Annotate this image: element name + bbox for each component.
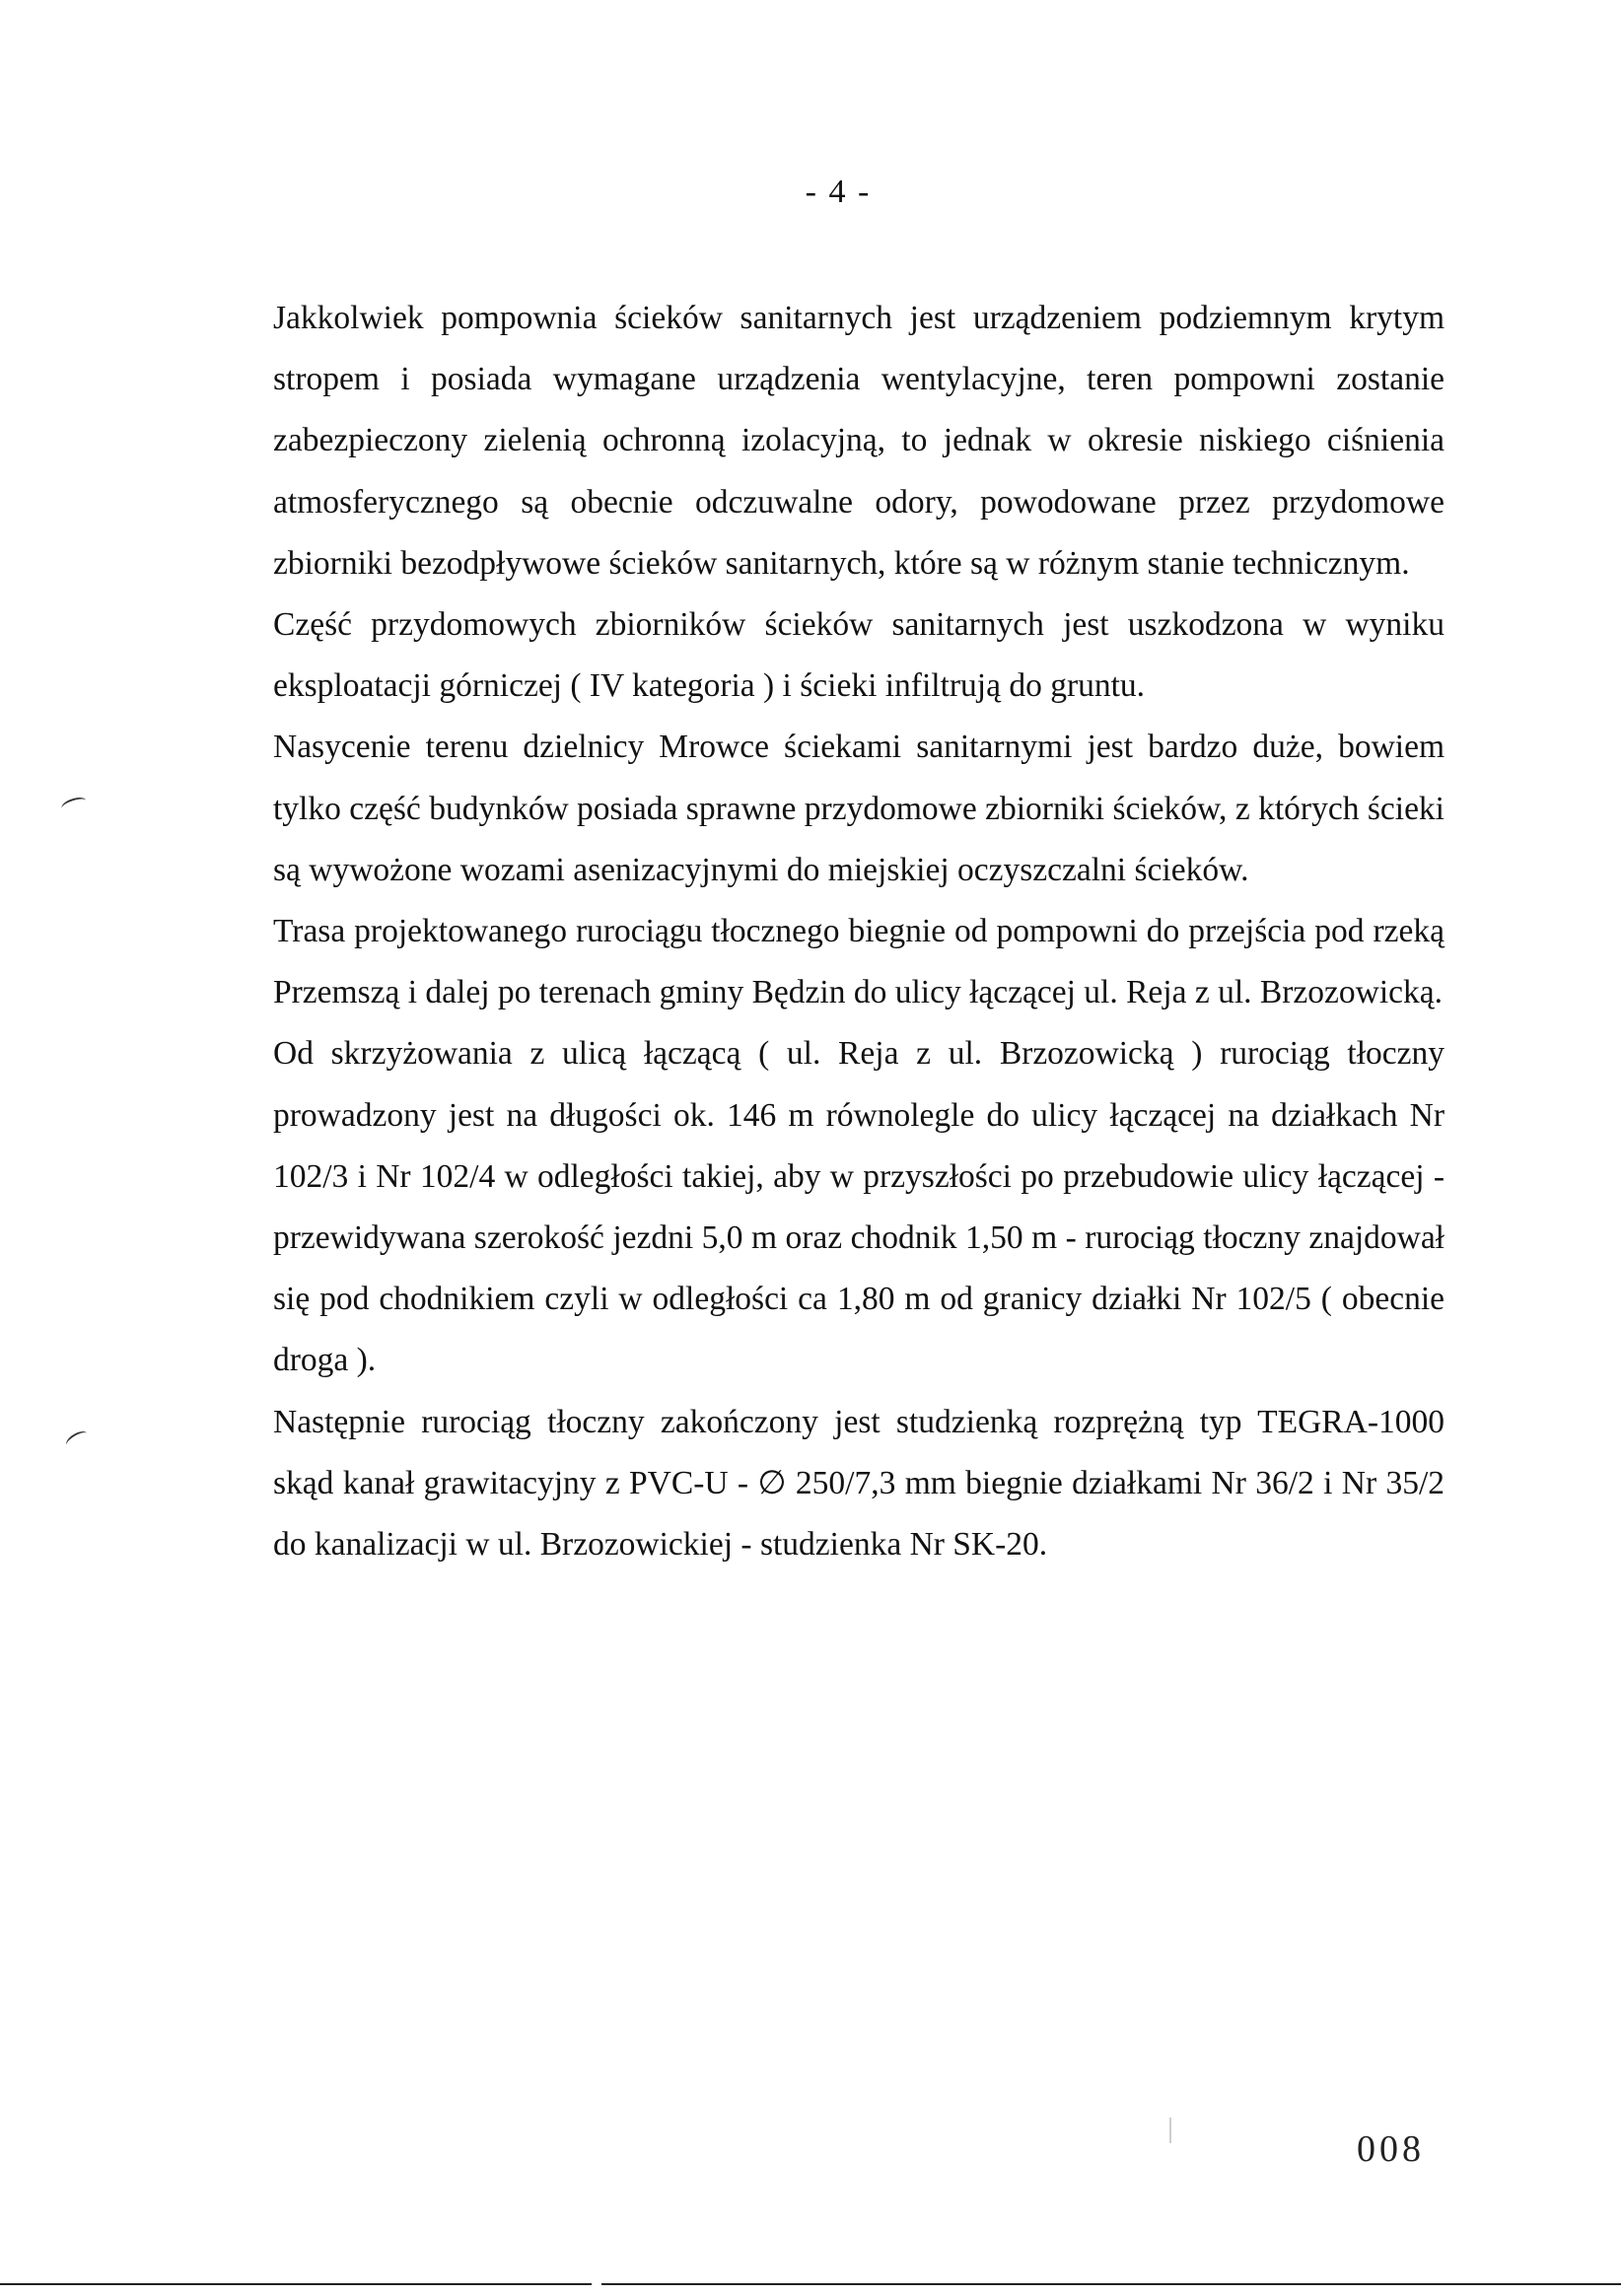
- paragraph-damaged-tanks: Część przydomowych zbiorników ścieków sanitarnych jest uszkodzona w wyniku eksploatacji górniczej ( IV kategoria ) i ścieki infiltrują do gruntu.: [273, 606, 1445, 705]
- margin-mark: [64, 1428, 91, 1450]
- scan-speck: [1169, 2118, 1171, 2143]
- paragraph-saturation: Nasycenie terenu dzielnicy Mrowce ściekami sanitarnymi jest bardzo duże, bowiem tylko część budynków posiada sprawne przydomowe zbiorniki ścieków, z których ścieki są wywożone wozami asenizacyjnymi do miejskiej oczyszczalni ścieków.: [273, 729, 1445, 888]
- paragraph-pipeline-route: Trasa projektowanego rurociągu tłocznego biegnie od pompowni do przejścia pod rzeką Przemszą i dalej po terenach gminy Będzin do ulicy łączącej ul. Reja z ul. Brzozowicką.: [273, 913, 1445, 1011]
- margin-mark: [60, 795, 88, 813]
- paragraph-relief-manhole: Następnie rurociąg tłoczny zakończony jest studzienką rozprężną typ TEGRA-1000 skąd kanał grawitacyjny z PVC-U - ∅ 250/7,3 mm biegnie działkami Nr 36/2 i Nr 35/2 do kanalizacji w ul. Brzozowickiej - studzienka Nr SK-20.: [273, 1403, 1445, 1564]
- scan-bottom-line: [0, 2283, 592, 2285]
- paragraph-pumping-station: Jakkolwiek pompownia ścieków sanitarnych jest urządzeniem podziemnym krytym stropem i posiada wymagane urządzenia wentylacyjne, teren pompowni zostanie zabezpieczony zielenią ochronną izolacyjną, to jednak w okresie niskiego ciśnienia atmosferycznego są obecnie odczuwalne odory, powodowane przez przydomowe zbiorniki bezodpływowe ścieków sanitarnych, które są w różnym stanie technicznym.: [273, 300, 1445, 582]
- scan-bottom-line: [601, 2283, 1621, 2285]
- paragraph-intersection: Od skrzyżowania z ulicą łączącą ( ul. Reja z ul. Brzozowicką ) rurociąg tłoczny prowadzony jest na długości ok. 146 m równolegle do ulicy łączącej na działkach Nr 102/3 i Nr 102/4 w odległości takiej, aby w przyszłości po przebudowie ulicy łączącej - przewidywana szerokość jezdni 5,0 m oraz chodnik 1,50 m - rurociąg tłoczny znajdował się pod chodnikiem czyli w odległości ca 1,80 m od granicy działki Nr 102/5 ( obecnie droga ).: [273, 1035, 1445, 1379]
- stamp-number: 008: [1357, 2128, 1425, 2170]
- document-body: [273, 288, 1445, 1575]
- page-number: - 4 -: [805, 174, 872, 210]
